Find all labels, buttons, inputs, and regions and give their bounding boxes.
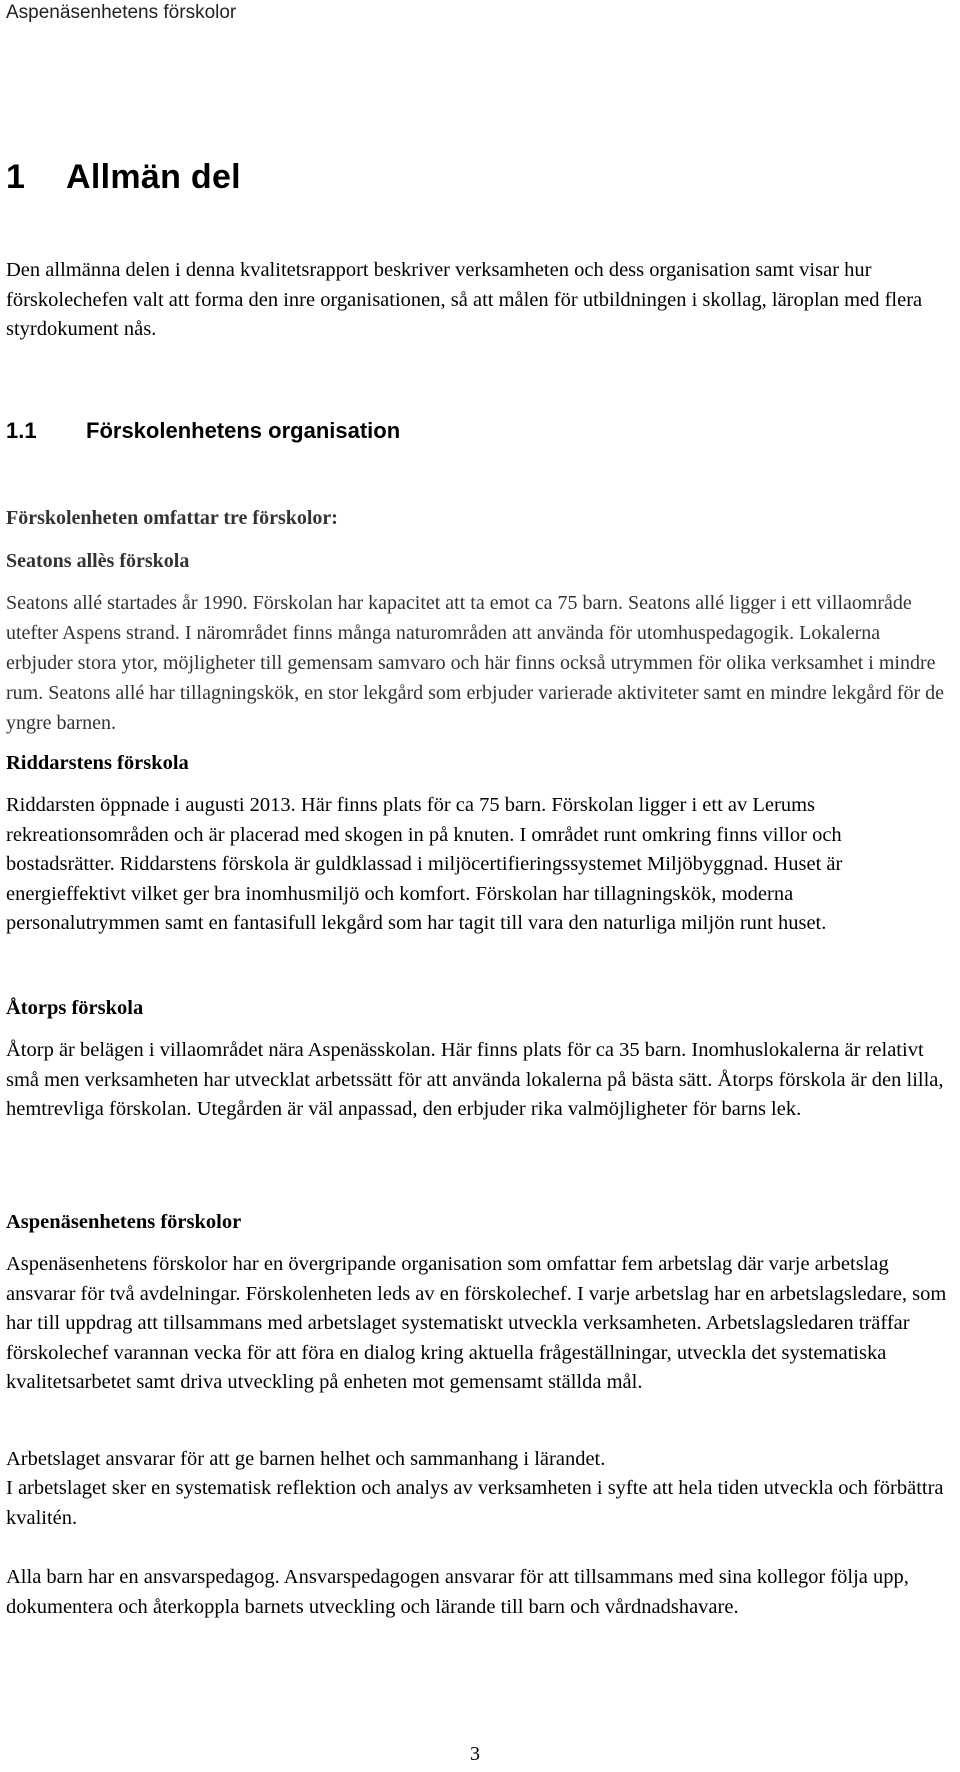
subsection-heading [6,418,400,444]
subsection-title: Förskolenhetens organisation [86,418,401,443]
aspenas-heading: Aspenäsenhetens förskolor [6,1211,242,1233]
riddarstens-paragraph: Riddarsten öppnade i augusti 2013. Här finns plats för ca 75 barn. Förskolan ligger i ett av Lerums rekreationsområden och är placerad med skogen in på knuten. I området runt omkring finns villor och bostadsrätter. Riddarstens förskola är guldklassad i miljöcertifieringssystemet Miljöbyggnad. Huset är energieffektivt vilket ger bra inomhusmiljö och komfort. Förskolan har tillagningskök, moderna personalutrymmen samt en fantasifull lekgård som har tagit till vara den naturliga miljön runt huset. [6,794,843,934]
aspenas-paragraph-3: I arbetslaget sker en systematisk reflektion och analys av verksamheten i syfte att hela tiden utveckla och förbättra kvalitén. [6,1477,944,1529]
page-number: 3 [470,1743,480,1765]
running-header: Aspenäsenhetens förskolor [6,2,237,23]
section-heading [6,158,241,197]
aspenas-paragraph-1: Aspenäsenhetens förskolor har en övergripande organisation som omfattar fem arbetslag där varje arbetslag ansvarar för två avdelningar. Förskolenheten leds av en förskolechef. I varje arbetslag har en arbetslagsledare, som har till uppdrag att tillsammans med arbetslaget systematiskt utveckla verksamheten. Arbetslagsledaren träffar förskolechef varannan vecka för att föra en dialog kring aktuella frågeställningar, utveckla det systematiska kvalitetsarbetet samt driva utveckling på enheten mot gemensamt ställda mål. [6,1253,947,1393]
section-number: 1 [6,158,26,196]
seatons-heading: Seatons allès förskola [6,550,190,572]
seatons-paragraph: Seatons allé startades år 1990. Förskolan har kapacitet att ta emot ca 75 barn. Seatons allé ligger i ett villaområde utefter Aspens strand. I närområdet finns många naturområden att använda för utomhuspedagogik. Lokalerna erbjuder stora ytor, möjligheter till gemensam samvaro och här finns också utrymmen för olika verksamhet i mindre rum. Seatons allé har tillagningskök, en stor lekgård som erbjuder varierade aktiviteter samt en mindre lekgård för de yngre barnen. [6,592,945,734]
intro-paragraph: Den allmänna delen i denna kvalitetsrapport beskriver verksamheten och dess organisation samt visar hur förskolechefen valt att forma den inre organisationen, så att målen för utbildningen i skollag, läroplan med flera styrdokument nås. [6,259,923,340]
atorps-paragraph: Åtorp är belägen i villaområdet nära Aspenässkolan. Här finns plats för ca 35 barn. Inomhuslokalerna är relativt små men verksamheten har utvecklat arbetssätt för att använda lokalerna på bästa sätt. Åtorps förskola är den lilla, hemtrevliga förskolan. Utegården är väl anpassad, den erbjuder rika valmöjligheter för barns lek. [6,1039,944,1120]
atorps-heading: Åtorps förskola [6,997,144,1019]
aspenas-paragraph-4: Alla barn har en ansvarspedagog. Ansvarspedagogen ansvarar för att tillsammans med sina kollegor följa upp, dokumentera och återkoppla barnets utveckling och lärande till barn och vårdnadshavare. [6,1566,909,1618]
section-title: Allmän del [66,158,241,196]
subsection-number: 1.1 [6,418,37,443]
aspenas-paragraph-2: Arbetslaget ansvarar för att ge barnen helhet och sammanhang i lärandet. [6,1448,606,1470]
unit-intro: Förskolenheten omfattar tre förskolor: [6,507,338,529]
riddarstens-heading: Riddarstens förskola [6,752,189,774]
